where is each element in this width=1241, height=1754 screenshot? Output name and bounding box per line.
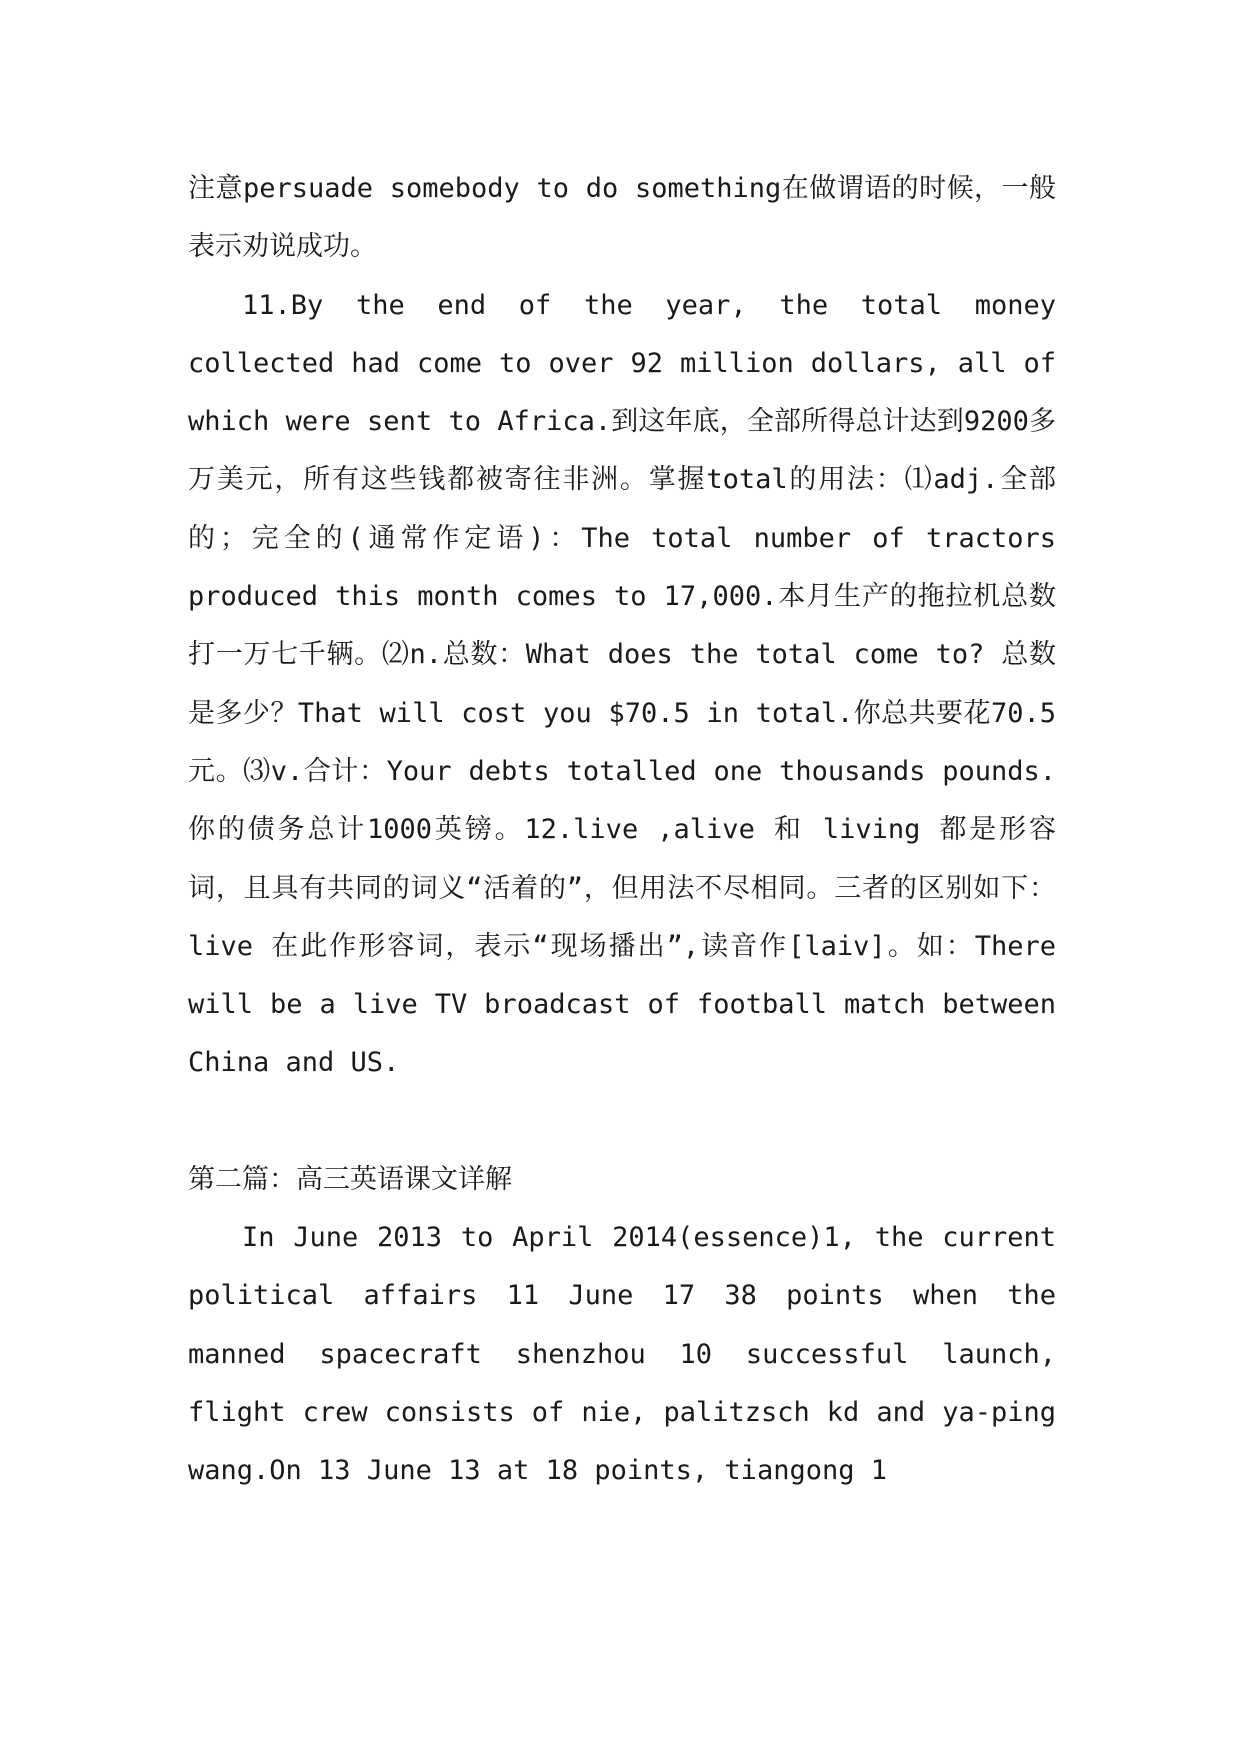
paragraph-total-usage: 11.By the end of the year, the total money collected had come to over 92 million dollars, all of which were sent to Africa.到这年底，全部所得总计达到9200多万美元，所有这些钱都被寄往非洲。掌握total的用法：⑴adj.全部的；完全的(通常作定语)：The total number of tractors produced this month comes to 17,000.本月生产的拖拉机总数打一万七千辆。⑵n.总数：What does the total come to? 总数是多少？That will cost you $70.5 in total.你总共要花70.5元。⑶v.合计：Your debts totalled one thousands pounds.你的债务总计1000英镑。12.live ,alive 和 living 都是形容词，且具有共同的词义“活着的”，但用法不尽相同。三者的区别如下：live 在此作形容词，表示“现场播出”,读音作[laiv]。如：There will be a live TV broadcast of football match between China and US. [188,289,1056,1079]
paragraph-current-affairs: In June 2013 to April 2014(essence)1, the current political affairs 11 June 17 38 points when the manned spacecraft shenzhou 10 successful launch, flight crew consists of nie, palitzsch kd and ya-ping wang.On 13 June 13 at 18 points, tiangong 1 [188,1222,1056,1487]
section-heading: 第二篇：高三英语课文详解 [188,1163,512,1195]
paragraph-persuade-note: 注意persuade somebody to do something在做谓语的时候，一般表示劝说成功。 [188,173,1056,263]
document-page [188,160,1056,1501]
